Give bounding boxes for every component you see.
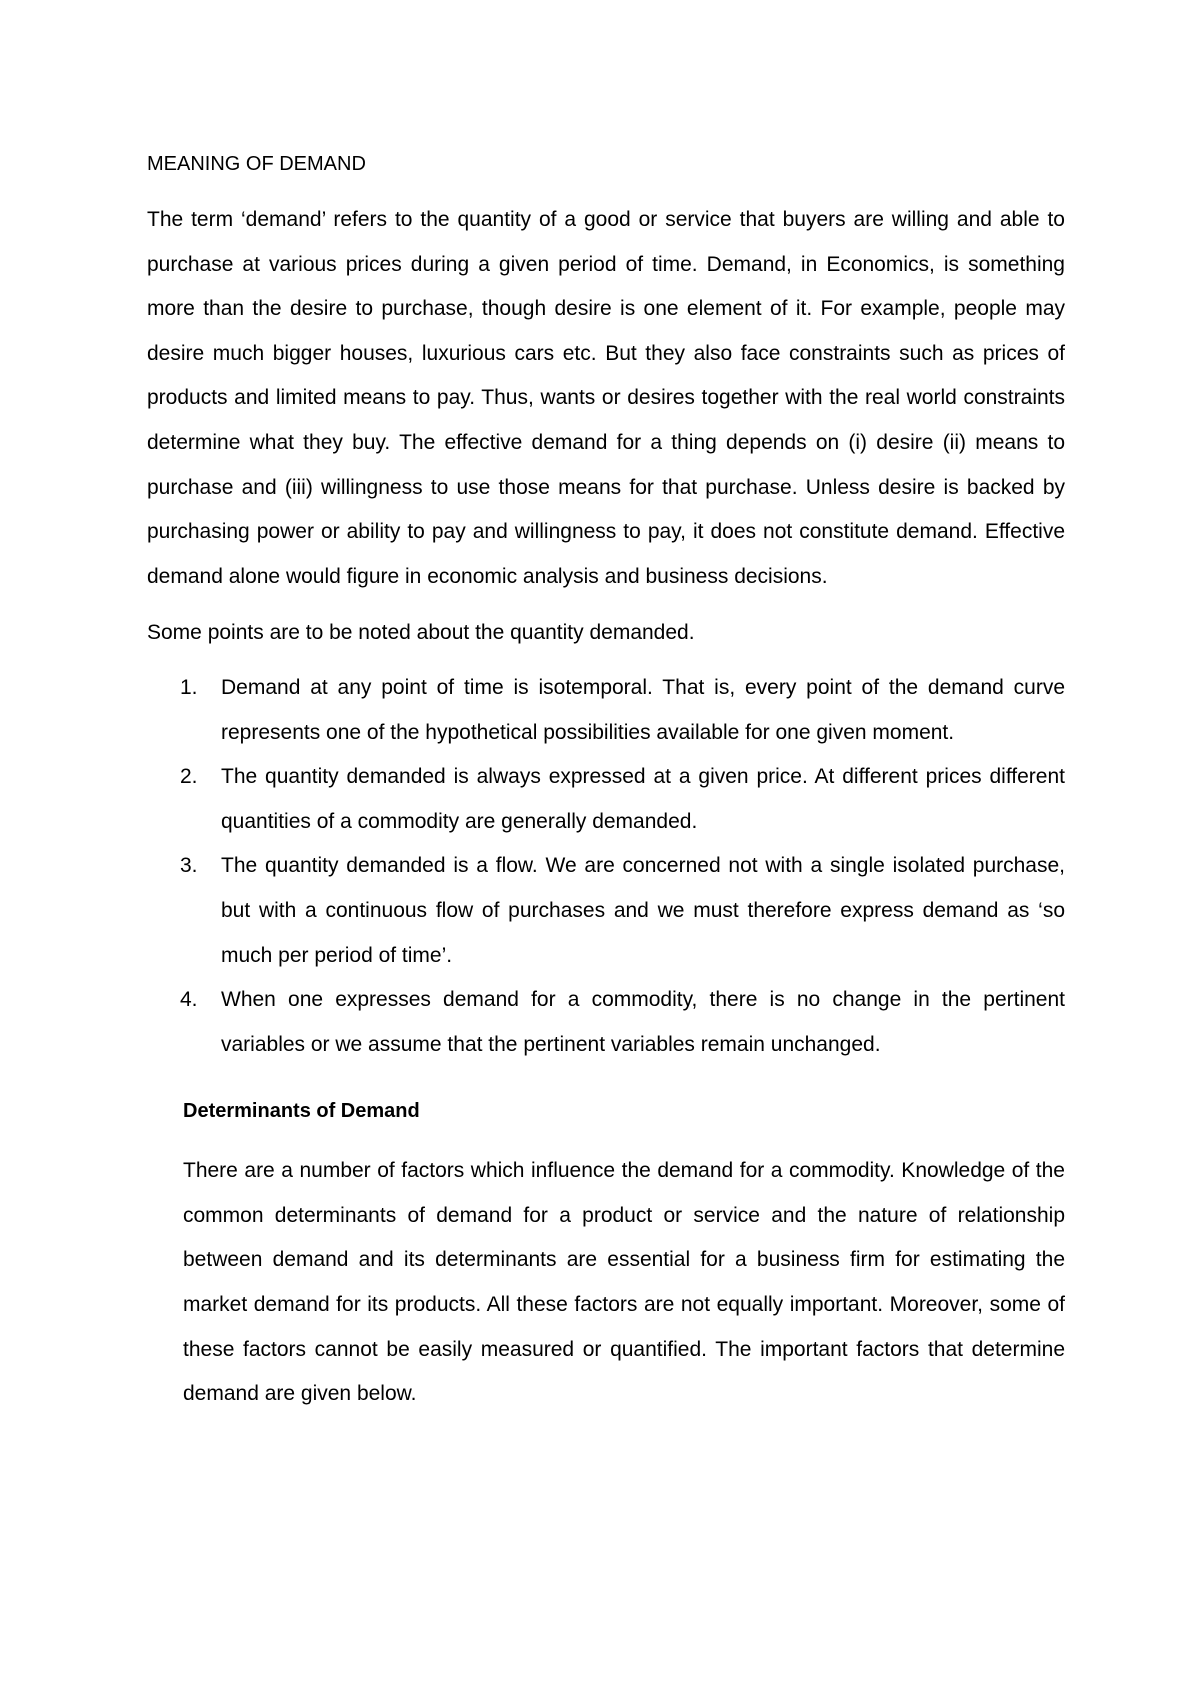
list-item-text: The quantity demanded is a flow. We are concerned not with a single isolated purchase, but with a continuous flow of purchases and we must therefore express demand as ‘so much per period of time’.	[221, 854, 1065, 967]
list-item-number: 3.	[180, 854, 198, 878]
list-item	[147, 755, 1065, 844]
list-item-text: The quantity demanded is always expressed at a given price. At different prices different quantities of a commodity are generally demanded.	[221, 765, 1065, 833]
points-intro-paragraph: Some points are to be noted about the quantity demanded.	[147, 621, 695, 645]
list-item-text: When one expresses demand for a commodity, there is no change in the pertinent variables or we assume that the pertinent variables remain unchanged.	[221, 988, 1065, 1056]
list-item	[147, 844, 1065, 978]
list-item-text: Demand at any point of time is isotemporal. That is, every point of the demand curve represents one of the hypothetical possibilities available for one given moment.	[221, 675, 1065, 744]
list-item-number: 1.	[180, 675, 198, 699]
document-content	[147, 150, 1065, 1417]
section-title: MEANING OF DEMAND	[147, 153, 366, 175]
list-item	[147, 978, 1065, 1067]
points-list	[147, 666, 1065, 1067]
list-item-number: 2.	[180, 765, 198, 789]
list-item	[147, 666, 1065, 755]
demand-definition-paragraph: The term ‘demand’ refers to the quantity of a good or service that buyers are willing and able to purchase at various prices during a given period of time. Demand, in Economics, is something more than the desire to purchase, though desire is one element of it. For example, people may desire much bigger houses, luxurious cars etc. But they also face constraints such as prices of products and limited means to pay. Thus, wants or desires together with the real world constraints determine what they buy. The effective demand for a thing depends on (i) desire (ii) means to purchase and (iii) willingness to use those means for that purchase. Unless desire is backed by purchasing power or ability to pay and willingness to pay, it does not constitute demand. Effective demand alone would figure in economic analysis and business decisions.	[147, 208, 1065, 588]
determinants-subheading: Determinants of Demand	[183, 1100, 420, 1123]
determinants-paragraph: There are a number of factors which influence the demand for a commodity. Knowledge of the common determinants of demand for a product or service and the nature of relationship between demand and its determinants are essential for a business firm for estimating the market demand for its products. All these factors are not equally important. Moreover, some of these factors cannot be easily measured or quantified. The important factors that determine demand are given below.	[183, 1159, 1065, 1406]
list-item-number: 4.	[180, 988, 198, 1012]
